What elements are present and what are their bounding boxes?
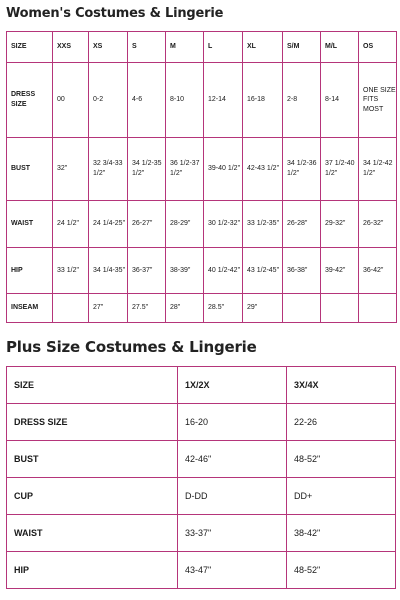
womens-cell-waist-s: 26-27": [128, 201, 166, 248]
plus-row-label-cup: CUP: [7, 478, 178, 515]
plus-row-label-bust: BUST: [7, 441, 178, 478]
womens-size-chart-title: Women's Costumes & Lingerie: [6, 6, 224, 21]
plus-cell-dress-size-3x-4x: 22-26: [287, 404, 396, 441]
womens-cell-bust-s: 34 1/2-35 1/2": [128, 138, 166, 201]
womens-row-label-waist: WAIST: [7, 201, 53, 248]
plus-cell-bust-3x-4x: 48-52": [287, 441, 396, 478]
womens-cell-dress-size-m: 8-10: [166, 63, 204, 138]
womens-cell-inseam-xs: 27": [89, 294, 128, 323]
womens-size-table: [6, 31, 397, 323]
womens-row-hip: [7, 248, 397, 294]
plus-cell-dress-size-1x-2x: 16-20: [178, 404, 287, 441]
womens-cell-dress-size-s-m: 2-8: [283, 63, 321, 138]
womens-row-label-hip: HIP: [7, 248, 53, 294]
womens-cell-inseam-m: 28": [166, 294, 204, 323]
plus-header-3x-4x: 3X/4X: [287, 367, 396, 404]
womens-cell-bust-m: 36 1/2-37 1/2": [166, 138, 204, 201]
plus-row-dress-size: [7, 404, 396, 441]
womens-cell-inseam-l: 28.5": [204, 294, 243, 323]
womens-cell-dress-size-l: 12-14: [204, 63, 243, 138]
womens-cell-hip-s-m: 36-38": [283, 248, 321, 294]
plus-cell-bust-1x-2x: 42-46": [178, 441, 287, 478]
womens-row-dress-size: [7, 63, 397, 138]
womens-header-os: OS: [359, 32, 397, 63]
womens-header-m: M: [166, 32, 204, 63]
womens-cell-bust-m-l: 37 1/2-40 1/2": [321, 138, 359, 201]
plus-header-size: SIZE: [7, 367, 178, 404]
womens-cell-inseam-os: [359, 294, 397, 323]
womens-cell-hip-s: 36-37": [128, 248, 166, 294]
womens-header-xxs: XXS: [53, 32, 89, 63]
womens-cell-waist-s-m: 26-28": [283, 201, 321, 248]
plus-cell-waist-3x-4x: 38-42": [287, 515, 396, 552]
womens-header-xl: XL: [243, 32, 283, 63]
womens-header-l: L: [204, 32, 243, 63]
plus-row-cup: [7, 478, 396, 515]
plus-row-waist: [7, 515, 396, 552]
womens-cell-waist-m-l: 29-32": [321, 201, 359, 248]
womens-cell-waist-xl: 33 1/2-35": [243, 201, 283, 248]
womens-cell-inseam-xxs: [53, 294, 89, 323]
womens-cell-bust-os: 34 1/2-42 1/2": [359, 138, 397, 201]
womens-cell-bust-xs: 32 3/4-33 1/2": [89, 138, 128, 201]
womens-cell-waist-os: 26-32": [359, 201, 397, 248]
womens-cell-hip-xs: 34 1/4-35": [89, 248, 128, 294]
plus-cell-hip-3x-4x: 48-52": [287, 552, 396, 589]
plus-size-table: [6, 366, 396, 589]
womens-cell-bust-xl: 42-43 1/2": [243, 138, 283, 201]
plus-cell-hip-1x-2x: 43-47": [178, 552, 287, 589]
plus-size-chart-title: Plus Size Costumes & Lingerie: [6, 338, 257, 356]
womens-header-xs: XS: [89, 32, 128, 63]
plus-cell-cup-3x-4x: DD+: [287, 478, 396, 515]
womens-cell-dress-size-m-l: 8-14: [321, 63, 359, 138]
womens-header-row: [7, 32, 397, 63]
womens-cell-dress-size-xxs: 00: [53, 63, 89, 138]
womens-cell-hip-l: 40 1/2-42": [204, 248, 243, 294]
womens-cell-hip-xl: 43 1/2-45": [243, 248, 283, 294]
plus-cell-waist-1x-2x: 33-37": [178, 515, 287, 552]
womens-row-inseam: [7, 294, 397, 323]
plus-header-row: [7, 367, 396, 404]
plus-header-1x-2x: 1X/2X: [178, 367, 287, 404]
womens-header-m-l: M/L: [321, 32, 359, 63]
plus-row-hip: [7, 552, 396, 589]
womens-cell-waist-l: 30 1/2-32": [204, 201, 243, 248]
womens-cell-dress-size-xs: 0-2: [89, 63, 128, 138]
womens-cell-inseam-xl: 29": [243, 294, 283, 323]
womens-row-label-dress-size: DRESS SIZE: [7, 63, 53, 138]
womens-cell-bust-s-m: 34 1/2-36 1/2": [283, 138, 321, 201]
plus-row-bust: [7, 441, 396, 478]
womens-cell-dress-size-os: ONE SIZE FITS MOST: [359, 63, 397, 138]
plus-row-label-hip: HIP: [7, 552, 178, 589]
womens-row-waist: [7, 201, 397, 248]
womens-row-label-inseam: INSEAM: [7, 294, 53, 323]
plus-cell-cup-1x-2x: D-DD: [178, 478, 287, 515]
womens-cell-bust-xxs: 32": [53, 138, 89, 201]
plus-row-label-dress-size: DRESS SIZE: [7, 404, 178, 441]
womens-cell-hip-xxs: 33 1/2": [53, 248, 89, 294]
womens-cell-waist-xs: 24 1/4-25": [89, 201, 128, 248]
womens-cell-hip-m-l: 39-42": [321, 248, 359, 294]
womens-header-s-m: S/M: [283, 32, 321, 63]
womens-row-bust: [7, 138, 397, 201]
womens-header-size: SIZE: [7, 32, 53, 63]
womens-cell-waist-xxs: 24 1/2": [53, 201, 89, 248]
womens-cell-bust-l: 39-40 1/2": [204, 138, 243, 201]
womens-row-label-bust: BUST: [7, 138, 53, 201]
womens-cell-inseam-s: 27.5": [128, 294, 166, 323]
womens-header-s: S: [128, 32, 166, 63]
plus-row-label-waist: WAIST: [7, 515, 178, 552]
womens-cell-hip-os: 36-42": [359, 248, 397, 294]
womens-cell-inseam-m-l: [321, 294, 359, 323]
womens-cell-inseam-s-m: [283, 294, 321, 323]
womens-cell-dress-size-xl: 16-18: [243, 63, 283, 138]
womens-cell-hip-m: 38-39": [166, 248, 204, 294]
womens-cell-waist-m: 28-29": [166, 201, 204, 248]
womens-cell-dress-size-s: 4-6: [128, 63, 166, 138]
